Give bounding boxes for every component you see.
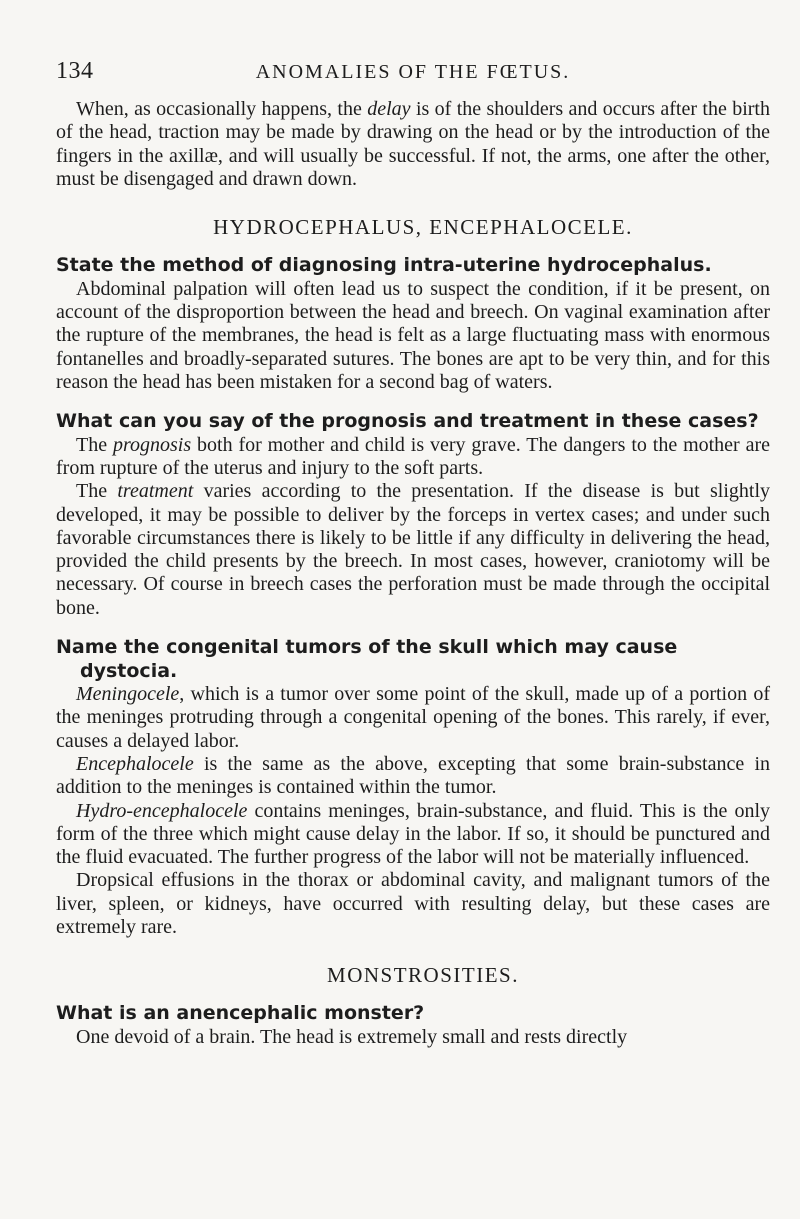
answer-prognosis: The prognosis both for mother and child is very grave. The dangers to the mother are from rupture of the uterus and injury to the soft parts. bbox=[56, 433, 771, 479]
running-header bbox=[56, 58, 770, 98]
question-diagnosis: State the method of diagnosing intra-uterine hydrocephalus. bbox=[56, 254, 712, 277]
emphasis-prognosis: prognosis bbox=[112, 433, 192, 456]
section-heading-hydrocephalus: HYDROCEPHALUS, ENCEPHALOCELE. bbox=[213, 215, 633, 240]
running-title: ANOMALIES OF THE FŒTUS. bbox=[255, 61, 571, 83]
answer-dropsical-effusions: Dropsical effusions in the thorax or abdominal cavity, and malignant tumors of the liver, spleen, or kidneys, have occurred with resulting delay, but these cases are extremely rare. bbox=[56, 869, 770, 939]
answer-diagnosis: Abdominal palpation will often lead us to suspect the condition, if it be present, on account of the disproportion between the head and breech. On vaginal examination after the rupture of the membranes, the head is felt as a large fluctuating mass with enormous fontanelles and broadly-separated sutures. The bones are apt to be very thin, and for this reason the head has been mistaken for a second bag of waters. bbox=[56, 277, 770, 393]
intro-paragraph: When, as occasionally happens, the delay is of the shoulders and occurs after the birth of the head, traction may be made by drawing on the head or by the introduction of the fingers in the axillæ, and will usually be successful. If not, the arms, one after the other, must be disengaged and drawn down. bbox=[56, 98, 770, 190]
emphasis-encephalocele: Encephalocele bbox=[76, 752, 194, 775]
emphasis-delay: delay bbox=[367, 98, 411, 120]
page-number: 134 bbox=[56, 58, 94, 84]
section-heading-monstrosities: MONSTROSITIES. bbox=[327, 963, 519, 988]
answer-encephalocele: Encephalocele is the same as the above, excepting that some brain-substance in addition to the meninges is contained within the tumor. bbox=[56, 752, 770, 799]
question-congenital-tumors: Name the congenital tumors of the skull which may cause dystocia. bbox=[56, 636, 678, 682]
answer-meningocele: Meningocele, which is a tumor over some point of the skull, made up of a portion of the meninges protruding through a congenital opening of the bones. This rarely, if ever, causes a delayed labor. bbox=[56, 683, 770, 752]
answer-hydro-encephalocele: Hydro-encephalocele contains meninges, brain-substance, and fluid. This is the only form of the three which might cause delay in the labor. If so, it should be punctured and the fluid evacuated. The further progress of the labor will not be materially influenced. bbox=[56, 799, 770, 869]
emphasis-treatment: treatment bbox=[117, 480, 194, 503]
emphasis-hydro-encephalocele: Hydro-encephalocele bbox=[76, 799, 248, 822]
answer-anencephalic: One devoid of a brain. The head is extremely small and rests directly bbox=[76, 1025, 628, 1048]
emphasis-meningocele: Meningocele bbox=[76, 683, 180, 706]
answer-treatment: The treatment varies according to the presentation. If the disease is but slightly developed, it may be possible to deliver by the forceps in vertex cases; and under such favorable circumstances there is likely to be little if any difficulty in delivering the head, provided the child presents by the breech. In most cases, however, craniotomy will be necessary. Of course in breech cases the perforation must be made through the occipital bone. bbox=[56, 480, 771, 619]
question-anencephalic: What is an anencephalic monster? bbox=[56, 1002, 425, 1025]
question-prognosis: What can you say of the prognosis and treatment in these cases? bbox=[56, 410, 759, 433]
